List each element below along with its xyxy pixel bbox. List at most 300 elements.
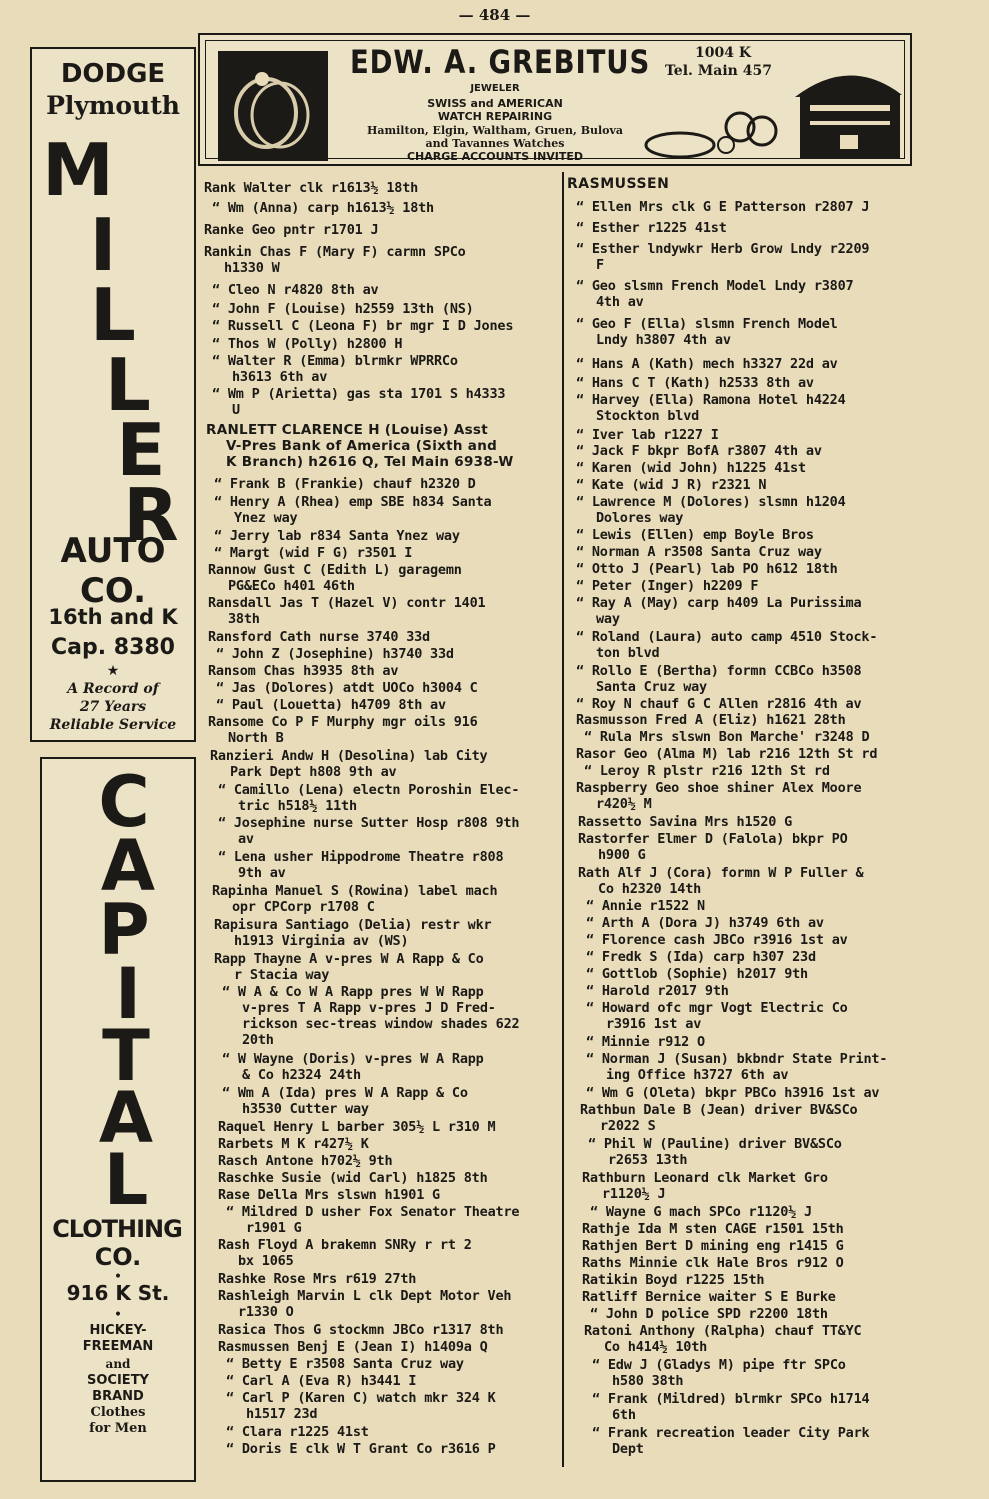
entry-continuation: h1517 23d <box>246 1406 318 1422</box>
right-column-entry <box>576 544 822 560</box>
left-column-entry <box>212 386 505 418</box>
entry-line: “ Fredk S (Ida) carp h307 23d <box>586 949 816 965</box>
capital-letter-p: P <box>98 889 150 971</box>
entry-line: “ Thos W (Polly) h2800 H <box>212 336 403 352</box>
entry-line: “ Jas (Dolores) atdt UOCo h3004 C <box>216 680 478 696</box>
entry-line: “ Wm A (Ida) pres W A Rapp & Co <box>222 1085 468 1101</box>
ad-brand-2: FREEMAN <box>82 1339 154 1354</box>
left-column-entry <box>208 595 485 627</box>
entry-line: “ Frank recreation leader City Park <box>592 1425 870 1441</box>
right-column-entry <box>592 1425 869 1457</box>
entry-line: Rapinha Manuel S (Rowina) label mach <box>212 883 498 899</box>
entry-line: “ Betty E r3508 Santa Cruz way <box>226 1356 464 1372</box>
left-column-entry <box>226 1424 369 1440</box>
entry-line: “ John F (Louise) h2559 13th (NS) <box>212 301 474 317</box>
entry-line: Rasica Thos G stockmn JBCo r1317 8th <box>218 1322 504 1338</box>
left-column-entry <box>222 1051 484 1083</box>
capital-letter-c: C <box>98 761 150 843</box>
right-column-entry <box>576 199 869 215</box>
entry-line: Rastorfer Elmer D (Falola) bkpr PO <box>578 831 848 847</box>
jeweler-line-4: Hamilton, Elgin, Waltham, Gruen, Bulova <box>366 124 624 137</box>
entry-line: “ Lawrence M (Dolores) slsmn h1204 <box>576 494 846 510</box>
entry-continuation: K Branch) h2616 Q, Tel Main 6938-W <box>226 454 514 470</box>
entry-line: “ Hans A (Kath) mech h3327 22d av <box>576 356 838 372</box>
entry-continuation: v-pres T A Rapp v-pres J D Fred- <box>242 1000 496 1016</box>
ad-dodge: DODGE <box>60 59 166 89</box>
entry-continuation: r3916 1st av <box>606 1016 702 1032</box>
entry-line: Raschke Susie (wid Carl) h1825 8th <box>218 1170 488 1186</box>
ad-clothing: CLOTHING <box>52 1215 182 1243</box>
grebitus-jeweler-ad <box>198 33 912 166</box>
right-column-entry <box>586 932 848 948</box>
entry-line: “ Howard ofc mgr Vogt Electric Co <box>586 1000 848 1016</box>
right-column-entry <box>576 595 861 627</box>
entry-continuation: r2653 13th <box>608 1152 688 1168</box>
entry-line: “ Geo F (Ella) slsmn French Model <box>576 316 838 332</box>
ad-brand-3-line: SOCIETY <box>87 1373 149 1388</box>
entry-line: “ Ray A (May) carp h409 La Purissima <box>576 595 862 611</box>
column-divider <box>562 172 564 1467</box>
entry-line: Rasmusson Fred A (Eliz) h1621 28th <box>576 712 846 728</box>
entry-line: “ Frank B (Frankie) chauf h2320 D <box>214 476 476 492</box>
right-column-entry <box>576 356 838 372</box>
right-column-entry <box>586 983 729 999</box>
left-column-entry <box>222 984 519 1048</box>
left-column-entry <box>226 1390 496 1422</box>
entry-line: Rassetto Savina Mrs h1520 G <box>578 814 793 830</box>
right-column-entry <box>582 1272 764 1288</box>
entry-line: “ Carl P (Karen C) watch mkr 324 K <box>226 1390 496 1406</box>
entry-line: “ Rollo E (Bertha) formn CCBCo h3508 <box>576 663 862 679</box>
entry-line: “ Gottlob (Sophie) h2017 9th <box>586 966 808 982</box>
entry-continuation: Stockton blvd <box>596 408 700 424</box>
left-column-entry <box>212 301 474 317</box>
right-column-entry <box>576 561 838 577</box>
entry-line: “ Clara r1225 41st <box>226 1424 369 1440</box>
left-column-entry <box>218 1271 416 1287</box>
capital-clothing-ad <box>40 757 196 1482</box>
miller-auto-ad <box>30 47 196 742</box>
right-column-entry <box>586 1085 879 1101</box>
jeweler-line-2: SWISS and AMERICAN <box>427 97 563 110</box>
ring-icon <box>218 51 328 161</box>
entry-line: “ John Z (Josephine) h3740 33d <box>216 646 454 662</box>
entry-continuation: Co h2320 14th <box>598 881 702 897</box>
left-column-entry <box>222 1085 468 1117</box>
right-column-entry <box>576 663 861 695</box>
entry-line: Ratliff Bernice waiter S E Burke <box>582 1289 836 1305</box>
left-column-entry <box>214 528 460 544</box>
miller-letter-l1: L <box>90 273 136 357</box>
star-icon: ★ <box>106 663 120 679</box>
entry-continuation: r2022 S <box>600 1118 656 1134</box>
jeweler-phone: Tel. Main 457 <box>665 63 772 79</box>
capital-letter-l: L <box>103 1139 149 1221</box>
entry-continuation: North B <box>228 730 284 746</box>
entry-line: “ Otto J (Pearl) lab PO h612 18th <box>576 561 838 577</box>
left-column-entry <box>218 782 519 814</box>
entry-line: Rathburn Leonard clk Market Gro <box>582 1170 828 1186</box>
entry-line: Ransford Cath nurse 3740 33d <box>208 629 430 645</box>
right-column-entry <box>586 1051 887 1083</box>
miller-letter-r: R <box>123 473 179 557</box>
jeweler-line-5: and Tavannes Watches <box>425 137 565 150</box>
entry-line: “ Lewis (Ellen) emp Boyle Bros <box>576 527 814 543</box>
ad-plymouth: Plymouth <box>46 91 180 120</box>
left-column-entry <box>214 476 476 492</box>
right-column-entry <box>576 746 877 762</box>
entry-line: “ Wm (Anna) carp h1613½ 18th <box>212 200 434 216</box>
left-column-entry <box>214 951 484 983</box>
entry-line: “ Paul (Louetta) h4709 8th av <box>216 697 446 713</box>
right-column-entry <box>590 1204 812 1220</box>
capital-letter-a2: A <box>98 1077 154 1159</box>
entry-continuation: 4th av <box>596 294 644 310</box>
miller-letter-e: E <box>116 408 166 492</box>
entry-line: “ Minnie r912 O <box>586 1034 705 1050</box>
miller-letter-i: I <box>89 203 117 287</box>
entry-line: “ Edw J (Gladys M) pipe ftr SPCo <box>592 1357 846 1373</box>
left-column-entry <box>216 697 446 713</box>
entry-line: “ Camillo (Lena) electn Poroshin Elec- <box>218 782 520 798</box>
entry-continuation: Dolores way <box>596 510 684 526</box>
entry-line: Ransome Co P F Murphy mgr oils 916 <box>208 714 478 730</box>
left-column-entry <box>208 663 398 679</box>
capital-letter-i: I <box>114 953 142 1035</box>
right-column-entry <box>576 427 719 443</box>
left-column-entry <box>212 282 378 298</box>
left-column-entry <box>204 222 378 238</box>
right-column-entry <box>586 915 824 931</box>
left-column-entry <box>212 318 513 334</box>
right-column-entry <box>578 865 863 897</box>
entry-line: “ Henry A (Rhea) emp SBE h834 Santa <box>214 494 492 510</box>
left-column-entry <box>218 1288 511 1320</box>
left-column-entry <box>218 849 503 881</box>
entry-line: “ Geo slsmn French Model Lndy r3807 <box>576 278 854 294</box>
entry-line: “ Arth A (Dora J) h3749 6th av <box>586 915 824 931</box>
capital-letter-t: T <box>102 1015 150 1097</box>
entry-line: Rannow Gust C (Edith L) garagemn <box>208 562 462 578</box>
ad-brand-1: HICKEY- <box>89 1323 147 1338</box>
right-column-entry <box>592 1391 869 1423</box>
ad-brand-5-line: Clothes <box>90 1405 146 1420</box>
left-column-entry <box>226 1356 464 1372</box>
entry-line: Rathbun Dale B (Jean) driver BV&SCo <box>580 1102 858 1118</box>
entry-line: “ Iver lab r1227 I <box>576 427 719 443</box>
right-column-entry <box>584 763 830 779</box>
ad-slogan-2: 27 Years <box>79 699 147 715</box>
entry-line: Raspberry Geo shoe shiner Alex Moore <box>576 780 862 796</box>
jeweler-line-6: CHARGE ACCOUNTS INVITED <box>406 150 584 163</box>
entry-continuation: F <box>596 257 604 273</box>
right-column-entry <box>576 443 822 459</box>
entry-line: “ Frank (Mildred) blrmkr SPCo h1714 <box>592 1391 870 1407</box>
entry-continuation: Park Dept h808 9th av <box>230 764 397 780</box>
right-column-entry <box>592 1357 846 1389</box>
entry-continuation: & Co h2324 24th <box>242 1067 361 1083</box>
left-column-entry <box>218 1187 440 1203</box>
right-column-entry <box>584 729 869 745</box>
right-column-entry <box>582 1255 844 1271</box>
right-column-entry <box>582 1221 844 1237</box>
ad-and-line: and <box>105 1357 131 1371</box>
jeweler-line-3: WATCH REPAIRING <box>437 110 553 123</box>
right-column-entry <box>576 696 861 712</box>
left-column-entry <box>218 1339 488 1355</box>
entry-line: “ Carl A (Eva R) h3441 I <box>226 1373 417 1389</box>
ad-brand-6-line: for Men <box>89 1421 147 1436</box>
left-column-entry <box>218 1119 495 1135</box>
entry-line: Rapp Thayne A v-pres W A Rapp & Co <box>214 951 484 967</box>
entry-line: Ransom Chas h3935 8th av <box>208 663 399 679</box>
right-column-entry <box>582 1170 828 1202</box>
entry-continuation: PG&ECo h401 46th <box>228 578 355 594</box>
right-column-entry <box>588 1136 842 1168</box>
entry-line: “ Jerry lab r834 Santa Ynez way <box>214 528 460 544</box>
left-column-entry <box>212 200 434 216</box>
right-column-entry <box>578 814 792 830</box>
entry-line: “ Rula Mrs slswn Bon Marche' r3248 D <box>584 729 870 745</box>
entry-line: Ranke Geo pntr r1701 J <box>204 222 379 238</box>
left-column-entry <box>226 1373 416 1389</box>
entry-line: “ Esther r1225 41st <box>576 220 727 236</box>
left-column-entry <box>208 562 462 594</box>
entry-line: “ Esther lndywkr Herb Grow Lndy r2209 <box>576 241 870 257</box>
right-column-entry <box>576 629 877 661</box>
entry-line: “ Wayne G mach SPCo r1120½ J <box>590 1204 812 1220</box>
entry-continuation: 6th <box>612 1407 636 1423</box>
entry-line: “ Cleo N r4820 8th av <box>212 282 379 298</box>
left-column-entry <box>204 244 466 276</box>
right-column-entry <box>586 1034 705 1050</box>
ad-brand-4-line: BRAND <box>92 1389 144 1404</box>
entry-line: Ransdall Jas T (Hazel V) contr 1401 <box>208 595 486 611</box>
entry-line: “ W A & Co W A Rapp pres W W Rapp <box>222 984 484 1000</box>
entry-continuation: rickson sec-treas window shades 622 <box>242 1016 520 1032</box>
entry-line: Rash Floyd A brakemn SNRy r rt 2 <box>218 1237 472 1253</box>
entry-continuation: bx 1065 <box>238 1253 294 1269</box>
entry-line: Raquel Henry L barber 305½ L r310 M <box>218 1119 496 1135</box>
entry-continuation: 9th av <box>238 865 286 881</box>
entry-line: “ Margt (wid F G) r3501 I <box>214 545 413 561</box>
entry-line: “ Harvey (Ella) Ramona Hotel h4224 <box>576 392 846 408</box>
ad-co: CO. <box>79 571 147 611</box>
entry-continuation: ing Office h3727 6th av <box>606 1067 789 1083</box>
left-column-entry <box>210 748 487 780</box>
left-column-entry <box>218 1322 503 1338</box>
entry-continuation: h3613 6th av <box>232 369 328 385</box>
bullet-icon: • <box>113 1269 123 1285</box>
right-column-entry <box>578 831 848 863</box>
entry-line: Rarbets M K r427½ K <box>218 1136 369 1152</box>
ad-address: 16th and K <box>48 605 178 629</box>
entry-line: RANLETT CLARENCE H (Louise) Asst <box>206 422 489 438</box>
ad-capital-address: 916 K St. <box>66 1281 170 1305</box>
entry-line: “ John D police SPD r2200 18th <box>590 1306 828 1322</box>
right-column-entry <box>576 712 846 728</box>
left-column-entry <box>208 629 430 645</box>
entry-line: Ratikin Boyd r1225 15th <box>582 1272 765 1288</box>
right-column-entry <box>576 494 846 526</box>
entry-line: “ Mildred D usher Fox Senator Theatre <box>226 1204 520 1220</box>
entry-continuation: V-Pres Bank of America (Sixth and <box>226 438 498 454</box>
left-column-entry <box>212 353 458 385</box>
entry-line: “ Kate (wid J R) r2321 N <box>576 477 767 493</box>
entry-continuation: Santa Cruz way <box>596 679 707 695</box>
right-column-entry <box>590 1306 828 1322</box>
entry-line: Rasch Antone h702½ 9th <box>218 1153 393 1169</box>
ad-capital-co: CO. <box>94 1243 142 1271</box>
entry-continuation: av <box>238 831 254 847</box>
entry-line: Raths Minnie clk Hale Bros r912 O <box>582 1255 844 1271</box>
left-column-entry <box>226 1204 519 1236</box>
entry-line: Rapisura Santiago (Delia) restr wkr <box>214 917 492 933</box>
entry-line: “ Ellen Mrs clk G E Patterson r2807 J <box>576 199 870 215</box>
entry-line: “ Norman A r3508 Santa Cruz way <box>576 544 822 560</box>
left-column-entry <box>218 1170 488 1186</box>
right-column-entry <box>586 949 816 965</box>
jeweler-line-1: JEWELER <box>470 83 520 94</box>
right-column-entry <box>586 1000 848 1032</box>
entry-line: “ Florence cash JBCo r3916 1st av <box>586 932 848 948</box>
entry-line: Ratoni Anthony (Ralpha) chauf TT&YC <box>584 1323 862 1339</box>
right-column-entry <box>576 578 758 594</box>
entry-line: “ Josephine nurse Sutter Hosp r808 9th <box>218 815 520 831</box>
entry-continuation: h900 G <box>598 847 646 863</box>
entry-continuation: Lndy h3807 4th av <box>596 332 731 348</box>
entry-line: “ Walter R (Emma) blrmkr WPRRCo <box>212 353 458 369</box>
left-column-entry <box>206 422 514 470</box>
entry-line: Rasmussen Benj E (Jean I) h1409a Q <box>218 1339 488 1355</box>
right-column-entry <box>582 1289 836 1305</box>
right-column-heading: RASMUSSEN <box>567 176 670 192</box>
entry-line: “ Karen (wid John) h1225 41st <box>576 460 806 476</box>
entry-line: “ Wm P (Arietta) gas sta 1701 S h4333 <box>212 386 506 402</box>
page-number: — 484 — <box>458 6 531 24</box>
ad-phone: Cap. 8380 <box>51 635 175 660</box>
entry-line: Rashleigh Marvin L clk Dept Motor Veh <box>218 1288 512 1304</box>
entry-line: “ Phil W (Pauline) driver BV&SCo <box>588 1136 842 1152</box>
entry-continuation: h3530 Cutter way <box>242 1101 369 1117</box>
entry-line: “ Jack F bkpr BofA r3807 4th av <box>576 443 822 459</box>
right-column-entry <box>586 898 705 914</box>
ad-slogan-3: Reliable Service <box>49 717 177 733</box>
left-column-entry <box>218 1136 369 1152</box>
entry-continuation: Ynez way <box>234 510 298 526</box>
entry-line: “ Peter (Inger) h2209 F <box>576 578 759 594</box>
right-column-entry <box>576 477 766 493</box>
left-column-entry <box>216 680 478 696</box>
entry-line: Rasor Geo (Alma M) lab r216 12th St rd <box>576 746 878 762</box>
left-column-entry <box>218 815 519 847</box>
left-column-entry <box>214 545 412 561</box>
entry-line: “ Doris E clk W T Grant Co r3616 P <box>226 1441 496 1457</box>
entry-line: Rank Walter clk r1613½ 18th <box>204 180 419 196</box>
jewelry-chest-icon <box>640 55 905 163</box>
right-column-entry <box>576 527 814 543</box>
left-column-entry <box>218 1237 472 1269</box>
right-column-entry <box>576 316 838 348</box>
miller-letter-l2: L <box>105 343 151 427</box>
capital-letter-a1: A <box>100 825 156 907</box>
entry-line: “ Annie r1522 N <box>586 898 705 914</box>
ad-auto: AUTO <box>60 531 166 571</box>
entry-continuation: r1120½ J <box>602 1186 666 1202</box>
entry-line: Ranzieri Andw H (Desolina) lab City <box>210 748 488 764</box>
entry-line: “ W Wayne (Doris) v-pres W A Rapp <box>222 1051 484 1067</box>
entry-continuation: Co h414½ 10th <box>604 1339 708 1355</box>
entry-line: “ Lena usher Hippodrome Theatre r808 <box>218 849 504 865</box>
entry-continuation: h1330 W <box>224 260 280 276</box>
left-column-entry <box>216 646 454 662</box>
right-column-entry <box>582 1238 844 1254</box>
entry-line: Rase Della Mrs slswn h1901 G <box>218 1187 440 1203</box>
entry-continuation: U <box>232 402 240 418</box>
entry-continuation: r1901 G <box>246 1220 302 1236</box>
entry-line: Rathjen Bert D mining eng r1415 G <box>582 1238 844 1254</box>
entry-continuation: h1913 Virginia av (WS) <box>234 933 409 949</box>
entry-continuation: tric h518½ 11th <box>238 798 357 814</box>
left-column-entry <box>214 917 491 949</box>
entry-line: “ Roy N chauf G C Allen r2816 4th av <box>576 696 862 712</box>
entry-continuation: ton blvd <box>596 645 660 661</box>
left-column-entry <box>214 494 491 526</box>
entry-continuation: h580 38th <box>612 1373 684 1389</box>
entry-continuation: r Stacia way <box>234 967 330 983</box>
left-column-entry <box>212 336 402 352</box>
entry-line: Rathje Ida M sten CAGE r1501 15th <box>582 1221 844 1237</box>
bullet-icon-2: • <box>113 1307 123 1323</box>
right-column-entry <box>576 392 846 424</box>
entry-line: “ Norman J (Susan) bkbndr State Print- <box>586 1051 888 1067</box>
right-column-entry <box>584 1323 861 1355</box>
entry-line: “ Wm G (Oleta) bkpr PBCo h3916 1st av <box>586 1085 880 1101</box>
entry-line: Rath Alf J (Cora) formn W P Fuller & <box>578 865 864 881</box>
entry-continuation: 38th <box>228 611 260 627</box>
right-column-entry <box>576 220 727 236</box>
left-column-entry <box>212 883 497 915</box>
miller-letter-m: M <box>42 128 114 212</box>
entry-line: “ Harold r2017 9th <box>586 983 729 999</box>
entry-line: Rankin Chas F (Mary F) carmn SPCo <box>204 244 466 260</box>
entry-continuation: Dept <box>612 1441 644 1457</box>
entry-line: “ Hans C T (Kath) h2533 8th av <box>576 375 814 391</box>
ad-slogan-1: A Record of <box>67 681 159 697</box>
right-column-entry <box>586 966 808 982</box>
right-column-entry <box>576 375 814 391</box>
entry-line: “ Leroy R plstr r216 12th St rd <box>584 763 830 779</box>
left-column-entry <box>218 1153 392 1169</box>
entry-continuation: 20th <box>242 1032 274 1048</box>
entry-continuation: way <box>596 611 620 627</box>
right-column-entry <box>576 241 869 273</box>
jeweler-address: 1004 K <box>695 45 752 61</box>
right-column-entry <box>580 1102 857 1134</box>
entry-line: “ Russell C (Leona F) br mgr I D Jones <box>212 318 514 334</box>
jeweler-name: EDW. A. GREBITUS <box>350 43 651 81</box>
left-column-entry <box>204 180 418 196</box>
left-column-entry <box>226 1441 496 1457</box>
entry-continuation: opr CPCorp r1708 C <box>232 899 375 915</box>
right-column-entry <box>576 278 853 310</box>
entry-line: Rashke Rose Mrs r619 27th <box>218 1271 417 1287</box>
entry-continuation: r420½ M <box>596 796 652 812</box>
right-column-entry <box>576 460 806 476</box>
left-column-entry <box>208 714 478 746</box>
entry-continuation: r1330 O <box>238 1304 294 1320</box>
right-column-entry <box>576 780 861 812</box>
